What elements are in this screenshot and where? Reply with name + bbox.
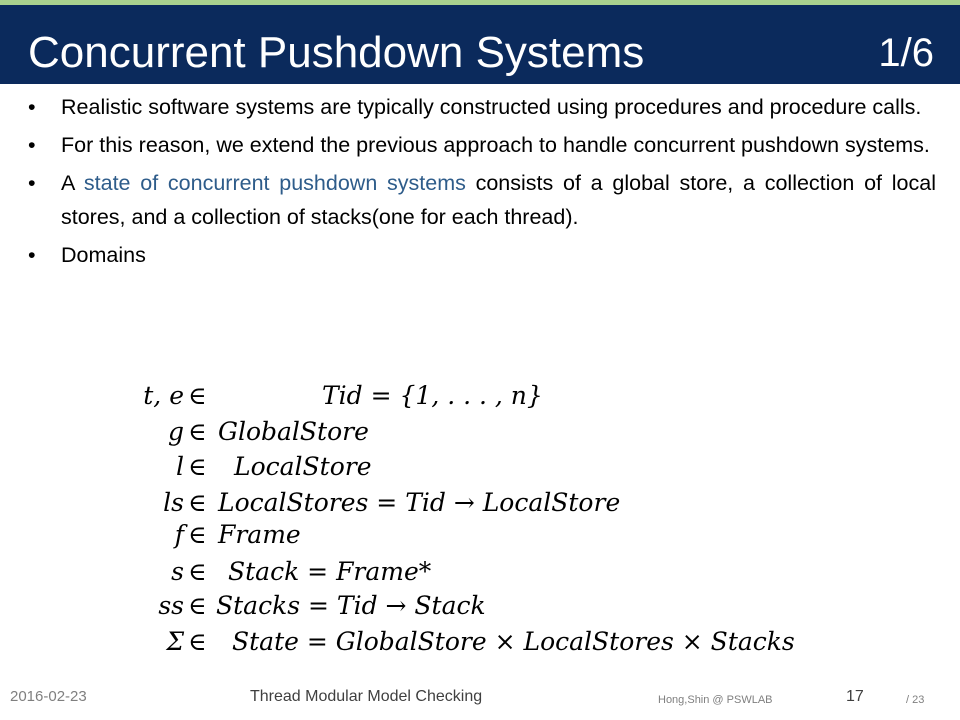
- domain-variable: f: [174, 520, 184, 549]
- element-of-symbol: ∈: [188, 417, 207, 446]
- domain-row: [163, 488, 620, 517]
- domain-definition: Stack = Frame*: [228, 557, 432, 586]
- domain-row: [171, 557, 432, 586]
- footer-author: Hong,Shin @ PSWLAB: [658, 694, 773, 706]
- element-of-symbol: ∈: [188, 627, 207, 656]
- domain-row: [176, 452, 372, 481]
- element-of-symbol: ∈: [188, 381, 207, 410]
- domain-row: [158, 591, 485, 620]
- bullet-text-suffix: consists of a global store, a collection of local stores, and a collection of stacks(one for each thread).: [61, 171, 936, 229]
- footer-course-title: Thread Modular Model Checking: [250, 688, 483, 705]
- slide-subpage-indicator: 1/6: [878, 31, 934, 75]
- domain-definition: State = GlobalStore × LocalStores × Stacks: [232, 627, 795, 656]
- bullet-dot-icon: •: [28, 95, 36, 119]
- bullet-item: [24, 238, 936, 272]
- bullet-dot-icon: •: [28, 133, 36, 157]
- bullet-item: [24, 166, 936, 234]
- bullet-item: [24, 128, 936, 162]
- domain-row: [143, 381, 543, 410]
- slide-title: Concurrent Pushdown Systems: [28, 28, 645, 77]
- footer-date: 2016-02-23: [10, 688, 87, 705]
- bullet-dot-icon: •: [28, 243, 36, 267]
- domain-variable: t, e: [143, 381, 184, 410]
- domain-definition: LocalStores = Tid → LocalStore: [218, 488, 621, 517]
- domain-variable: g: [167, 417, 184, 446]
- domain-variable: ss: [158, 591, 184, 620]
- bullet-dot-icon: •: [28, 171, 36, 195]
- domain-variable: l: [176, 452, 184, 481]
- bullet-text: Domains: [61, 243, 146, 267]
- domain-definition: Stacks = Tid → Stack: [216, 591, 486, 620]
- domain-definition: Frame: [218, 520, 301, 549]
- domain-row: [168, 417, 369, 446]
- title-band: [0, 5, 960, 84]
- domain-definition: Tid = {1, . . . , n}: [322, 381, 543, 410]
- element-of-symbol: ∈: [188, 591, 207, 620]
- bullet-text: Realistic software systems are typically constructed using procedures and procedure calls.: [61, 95, 922, 119]
- domain-definition: LocalStore: [234, 452, 372, 481]
- bullet-list: [24, 90, 936, 276]
- element-of-symbol: ∈: [188, 488, 207, 517]
- domain-variable: ls: [163, 488, 184, 517]
- domain-definition: GlobalStore: [218, 417, 369, 446]
- element-of-symbol: ∈: [188, 452, 207, 481]
- bullet-highlight: state of concurrent pushdown systems: [83, 171, 466, 195]
- domain-variable: Σ: [166, 627, 184, 656]
- footer-page-total: / 23: [906, 694, 925, 706]
- footer-page-number: 17: [846, 688, 864, 705]
- domain-row: [165, 627, 794, 656]
- domain-variable: s: [171, 557, 184, 586]
- bullet-text-prefix: A: [61, 171, 84, 195]
- bullet-text: For this reason, we extend the previous approach to handle concurrent pushdown systems.: [61, 133, 930, 157]
- element-of-symbol: ∈: [188, 557, 207, 586]
- element-of-symbol: ∈: [188, 520, 207, 549]
- bullet-item: [24, 90, 936, 124]
- domain-row: [173, 520, 301, 549]
